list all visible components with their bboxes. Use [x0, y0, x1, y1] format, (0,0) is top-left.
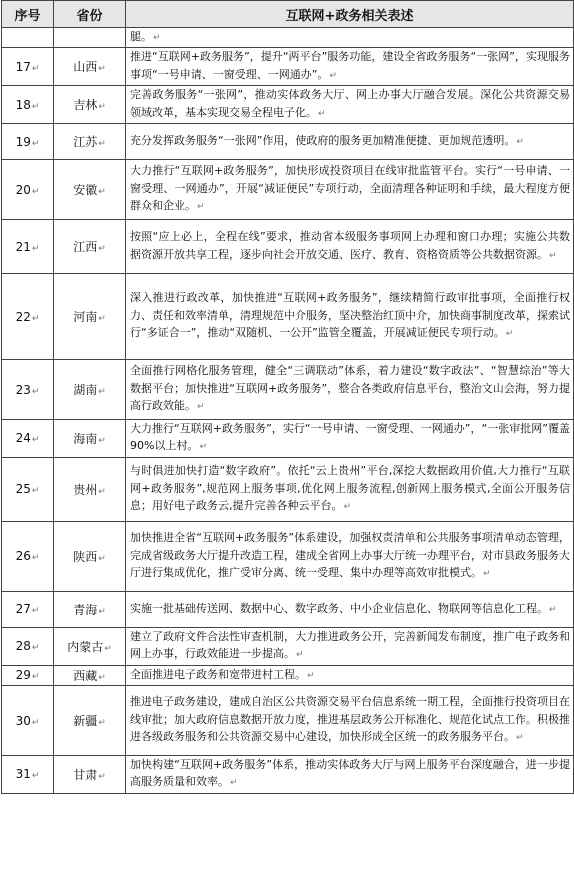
- cell-serial-number-text: 22: [15, 309, 31, 324]
- cell-province: [54, 627, 126, 665]
- paragraph-mark: ↵: [98, 387, 106, 398]
- cell-serial-number: [2, 360, 54, 420]
- cell-description-text: 与时俱进加快打造“数字政府”。依托“云上贵州”平台,深挖大数据政用价值,大力推行“互联网+政务服务”,规范网上服务事项,优化网上服务流程,创新网上服务模式,全面公开服务信息；用好电子政务云,提升完善各种云平台。: [130, 464, 570, 513]
- cell-description-text: 加快构建“互联网+政务服务”体系，推动实体政务大厅与网上服务平台深度融合，进一步提高服务质量和效率。: [130, 758, 570, 789]
- table-row: [2, 360, 574, 420]
- cell-province: [54, 591, 126, 627]
- paragraph-mark: ↵: [343, 502, 352, 513]
- cell-description-text: 腿。: [130, 30, 152, 43]
- cell-serial-number: [2, 591, 54, 627]
- paragraph-mark: ↵: [549, 604, 557, 615]
- cell-serial-number: [2, 627, 54, 665]
- table-row: [2, 627, 574, 665]
- paragraph-mark: ↵: [98, 64, 106, 75]
- cell-description: [126, 274, 574, 360]
- paragraph-mark: ↵: [296, 650, 304, 661]
- cell-province-text: 海南: [73, 431, 98, 446]
- table-row: [2, 220, 574, 274]
- paragraph-mark: ↵: [98, 771, 106, 782]
- paragraph-mark: ↵: [197, 202, 205, 213]
- paragraph-mark: ↵: [31, 606, 40, 617]
- cell-description-text: 大力推行“互联网+政务服务”，加快形成投资项目在线审批监管平台。实行“一号申请、一窗受理、一网通办”，开展“减证便民”专项行动，全面清理各种证明和手续，最大程度方便群众和企业。: [130, 164, 570, 213]
- paragraph-mark: ↵: [31, 771, 40, 782]
- cell-serial-number-text: 31: [15, 767, 31, 782]
- cell-description-text: 推进电子政务建设，建成自治区公共资源交易平台信息系统一期工程，全面推行投资项目在线审批；加大政府信息数据开放力度，推进基层政务公开标准化、规范化试点工作。积极推进各级政务服务和公共资源交易中心建设，加快形成全区统一的政务服务平台。: [130, 695, 570, 744]
- header-description: 互联网+政务相关表述: [126, 1, 574, 28]
- paragraph-mark: ↵: [98, 486, 106, 497]
- cell-serial-number-text: 19: [15, 134, 31, 149]
- cell-serial-number-text: 21: [15, 239, 31, 254]
- cell-serial-number: [2, 274, 54, 360]
- cell-serial-number-text: 17: [15, 59, 31, 74]
- cell-province: [54, 160, 126, 220]
- cell-description: [126, 220, 574, 274]
- table-row: [2, 274, 574, 360]
- cell-description: [126, 627, 574, 665]
- paragraph-mark: ↵: [98, 102, 106, 113]
- paragraph-mark: ↵: [31, 101, 40, 112]
- cell-province-text: 贵州: [73, 482, 98, 497]
- paragraph-mark: ↵: [98, 435, 106, 446]
- cell-description-text: 充分发挥政务服务“一张网”作用，使政府的服务更加精准便捷、更加规范透明。: [130, 133, 516, 147]
- cell-description-text: 全面推行网格化服务管理，健全“三调联动”体系，着力建设“数字政法”、“智慧综治”等大数据平台；加快推进“互联网+政务服务”，整合各类政府信息平台，整治文山会海，努力提高行政效能。: [130, 364, 570, 413]
- table-row: [2, 521, 574, 591]
- cell-serial-number-text: 26: [15, 549, 31, 564]
- cell-province-text: 湖南: [73, 383, 98, 398]
- cell-province: [54, 124, 126, 160]
- cell-serial-number: [2, 420, 54, 458]
- paragraph-mark: ↵: [31, 63, 40, 74]
- cell-province: [54, 28, 126, 48]
- paragraph-mark: ↵: [98, 718, 106, 729]
- table-row: [2, 756, 574, 794]
- cell-description-text: 深入推进行政改革，加快推进“互联网+政务服务”，继续精简行政审批事项，全面推行权力、责任和效率清单，清理规范中介服务，坚决整治红顶中介，加快商事制度改革，探索试行“多证合一”，推动“双随机、一公开”监管全覆盖，开展减证便民专项行动。: [130, 291, 570, 340]
- cell-province-text: 新疆: [73, 714, 98, 729]
- paragraph-mark: ↵: [31, 313, 40, 324]
- cell-description-text: 建立了政府文件合法性审查机制，大力推进政务公开，完善新闻发布制度，推广电子政务和网上办事，行政效能进一步提高。: [130, 629, 570, 661]
- cell-province: [54, 521, 126, 591]
- cell-province-text: 河南: [73, 310, 98, 325]
- paragraph-mark: ↵: [31, 243, 40, 254]
- cell-province: [54, 457, 126, 521]
- cell-serial-number: [2, 521, 54, 591]
- cell-serial-number-text: 23: [15, 382, 31, 397]
- cell-description: [126, 360, 574, 420]
- paragraph-mark: ↵: [505, 329, 514, 340]
- paragraph-mark: ↵: [307, 670, 315, 681]
- table-header-row: [2, 1, 574, 28]
- paragraph-mark: ↵: [318, 108, 326, 119]
- cell-serial-number-text: 18: [15, 97, 31, 112]
- paragraph-mark: ↵: [516, 136, 524, 147]
- cell-serial-number-text: 30: [15, 713, 31, 728]
- paragraph-mark: ↵: [516, 733, 524, 744]
- paragraph-mark: ↵: [31, 186, 40, 197]
- cell-province: [54, 360, 126, 420]
- paragraph-mark: ↵: [31, 672, 40, 683]
- header-serial-number: 序号: [2, 1, 54, 28]
- cell-province-text: 青海: [73, 602, 98, 617]
- table-row: [2, 86, 574, 124]
- paragraph-mark: ↵: [31, 138, 40, 149]
- cell-description-text: 实施一批基础传送网、数据中心、数字政务、中小企业信息化、物联网等信息化工程。: [130, 601, 548, 615]
- cell-serial-number-text: 20: [15, 182, 31, 197]
- cell-serial-number: [2, 28, 54, 48]
- table-row: [2, 420, 574, 458]
- table-row: [2, 160, 574, 220]
- cell-description: [126, 686, 574, 756]
- cell-province-text: 江西: [73, 240, 98, 255]
- cell-province: [54, 686, 126, 756]
- cell-description-text: 完善政务服务“一张网”，推动实体政务大厅、网上办事大厅融合发展。深化公共资源交易领域改革，基本实现交易全程电子化。: [130, 88, 570, 119]
- paragraph-mark: ↵: [98, 314, 106, 325]
- cell-serial-number: [2, 686, 54, 756]
- cell-province-text: 内蒙古: [67, 639, 104, 654]
- cell-serial-number-text: 28: [15, 639, 31, 654]
- cell-description: [126, 420, 574, 458]
- policy-table: [1, 0, 574, 794]
- cell-description: [126, 28, 574, 48]
- paragraph-mark: ↵: [98, 187, 106, 198]
- cell-serial-number: [2, 756, 54, 794]
- cell-province-text: 西藏: [73, 668, 98, 683]
- cell-province-text: 甘肃: [73, 767, 98, 782]
- paragraph-mark: ↵: [98, 139, 106, 150]
- cell-description: [126, 756, 574, 794]
- cell-serial-number: [2, 665, 54, 685]
- table-row: [2, 591, 574, 627]
- cell-serial-number: [2, 160, 54, 220]
- table-row: [2, 665, 574, 685]
- paragraph-mark: ↵: [98, 553, 106, 564]
- cell-serial-number: [2, 124, 54, 160]
- table-row: [2, 48, 574, 86]
- cell-province-text: 山西: [73, 60, 98, 75]
- cell-province: [54, 420, 126, 458]
- paragraph-mark: ↵: [230, 778, 238, 789]
- paragraph-mark: ↵: [31, 486, 40, 497]
- paragraph-mark: ↵: [98, 606, 106, 617]
- cell-province-text: 吉林: [73, 98, 98, 113]
- cell-serial-number: [2, 457, 54, 521]
- paragraph-mark: ↵: [199, 442, 207, 453]
- table-row: [2, 457, 574, 521]
- paragraph-mark: ↵: [31, 717, 40, 728]
- cell-description: [126, 124, 574, 160]
- cell-description: [126, 48, 574, 86]
- paragraph-mark: ↵: [329, 70, 337, 81]
- cell-description-text: 加快推进全省“互联网+政务服务”体系建设，加强权责清单和公共服务事项清单动态管理，完成省级政务大厅提升改造工程，建成全省网上办事大厅统一办理平台，对市县政务服务大厅进行集成优化，推广受审分离、统一受理、集中办理等高效审批模式。: [130, 531, 570, 580]
- table-body: [2, 28, 574, 794]
- cell-province: [54, 220, 126, 274]
- paragraph-mark: ↵: [197, 402, 205, 413]
- cell-province-text: 安徽: [73, 183, 98, 198]
- cell-serial-number: [2, 220, 54, 274]
- cell-serial-number-text: 27: [15, 602, 31, 617]
- cell-serial-number-text: 29: [15, 668, 31, 683]
- cell-province-text: 江苏: [73, 135, 98, 150]
- paragraph-mark: ↵: [31, 643, 40, 654]
- cell-serial-number: [2, 48, 54, 86]
- cell-description: [126, 591, 574, 627]
- cell-description-text: 大力推行“互联网+政务服务”，实行“一号申请、一窗受理、一网通办”，“一张审批网”覆盖 90%以上村。: [130, 422, 570, 453]
- cell-description: [126, 160, 574, 220]
- cell-serial-number-text: 25: [15, 482, 31, 497]
- cell-province: [54, 274, 126, 360]
- cell-description: [126, 665, 574, 685]
- paragraph-mark: ↵: [31, 435, 40, 446]
- paragraph-mark: ↵: [31, 386, 40, 397]
- cell-serial-number-text: 24: [15, 431, 31, 446]
- paragraph-mark: ↵: [549, 250, 557, 261]
- header-province: 省份: [54, 1, 126, 28]
- paragraph-mark: ↵: [31, 553, 40, 564]
- cell-province: [54, 665, 126, 685]
- paragraph-mark: ↵: [153, 33, 161, 43]
- table-row: [2, 686, 574, 756]
- cell-serial-number: [2, 86, 54, 124]
- cell-description-text: 按照“应上必上，全程在线”要求，推动省本级服务事项网上办理和窗口办理；实施公共数据资源开放共享工程，逐步向社会开放交通、医疗、教育、资格资质等公共数据资源。: [130, 230, 570, 261]
- cell-province-text: 陕西: [73, 549, 98, 564]
- cell-description-text: 全面推进电子政务和宽带进村工程。: [130, 667, 306, 681]
- paragraph-mark: ↵: [104, 643, 112, 654]
- paragraph-mark: ↵: [98, 672, 106, 683]
- cell-description-text: 推进“互联网+政务服务”，提升“两平台”服务功能，建设全省政务服务“一张网”，实现服务事项“一号申请、一窗受理、一网通办”。: [130, 50, 570, 81]
- paragraph-mark: ↵: [98, 244, 106, 255]
- table-row: [2, 28, 574, 48]
- cell-province: [54, 756, 126, 794]
- cell-description: [126, 521, 574, 591]
- cell-province: [54, 48, 126, 86]
- cell-province: [54, 86, 126, 124]
- table-row: [2, 124, 574, 160]
- cell-description: [126, 86, 574, 124]
- paragraph-mark: ↵: [483, 569, 491, 580]
- cell-description: [126, 457, 574, 521]
